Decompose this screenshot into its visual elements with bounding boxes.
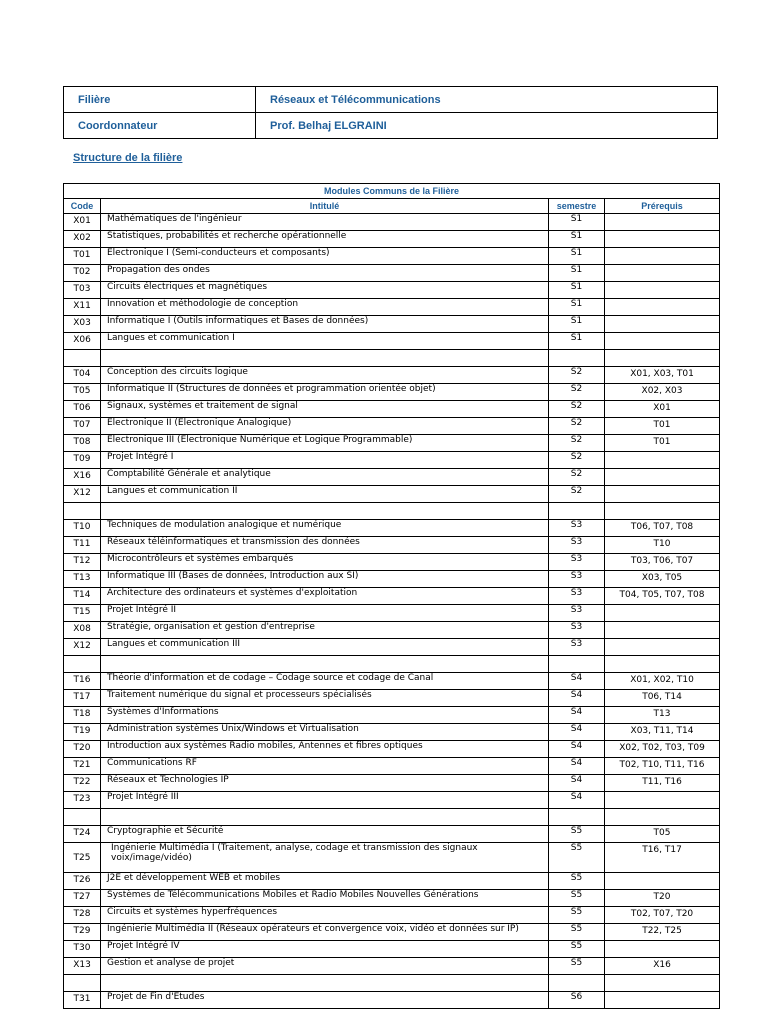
cell-code	[64, 656, 101, 673]
cell-code: X11	[64, 299, 101, 316]
cell-code: T20	[64, 741, 101, 758]
cell-prerequis: T04, T05, T07, T08	[605, 588, 720, 605]
cell-code: T04	[64, 367, 101, 384]
cell-semestre: S1	[549, 316, 605, 333]
cell-intitule	[101, 656, 549, 673]
cell-code: T18	[64, 707, 101, 724]
cell-code: T22	[64, 775, 101, 792]
cell-prerequis	[605, 350, 720, 367]
table-row	[64, 554, 720, 571]
table-row	[64, 924, 720, 941]
cell-code: T28	[64, 907, 101, 924]
cell-prerequis: X01, X03, T01	[605, 367, 720, 384]
cell-code: T05	[64, 384, 101, 401]
cell-semestre	[549, 656, 605, 673]
table-row	[64, 571, 720, 588]
table-row	[64, 316, 720, 333]
cell-semestre: S4	[549, 758, 605, 775]
cell-intitule	[101, 350, 549, 367]
table-row	[64, 890, 720, 907]
table-row	[64, 214, 720, 231]
table-title: Modules Communs de la Filière	[64, 184, 720, 199]
structure-filiere-link[interactable]: Structure de la filière	[73, 152, 183, 164]
cell-code: T27	[64, 890, 101, 907]
spacer-row	[64, 809, 720, 826]
coordonnateur-label: Coordonnateur	[64, 113, 256, 139]
cell-intitule: Projet Intégré III	[101, 792, 549, 809]
cell-intitule	[101, 975, 549, 992]
cell-semestre: S1	[549, 265, 605, 282]
cell-intitule: Ingénierie Multimédia I (Traitement, analyse, codage et transmission des signaux voix/image/vidéo)	[101, 843, 549, 873]
cell-semestre: S3	[549, 622, 605, 639]
cell-code: T30	[64, 941, 101, 958]
cell-code: T19	[64, 724, 101, 741]
table-row	[64, 452, 720, 469]
cell-intitule: Introduction aux systèmes Radio mobiles, Antennes et fibres optiques	[101, 741, 549, 758]
cell-semestre: S4	[549, 741, 605, 758]
table-row	[64, 265, 720, 282]
cell-code: T17	[64, 690, 101, 707]
table-row	[64, 520, 720, 537]
cell-intitule: Electronique III (Electronique Numérique et Logique Programmable)	[101, 435, 549, 452]
cell-semestre: S6	[549, 992, 605, 1009]
cell-intitule: Stratégie, organisation et gestion d'entreprise	[101, 622, 549, 639]
cell-intitule: Circuits électriques et magnétiques	[101, 282, 549, 299]
cell-code: X02	[64, 231, 101, 248]
table-row	[64, 907, 720, 924]
cell-code	[64, 975, 101, 992]
table-row	[64, 639, 720, 656]
cell-semestre: S2	[549, 469, 605, 486]
cell-intitule: Cryptographie et Sécurité	[101, 826, 549, 843]
column-header-code: Code	[64, 199, 101, 214]
filiere-label: Filière	[64, 87, 256, 113]
cell-code: T10	[64, 520, 101, 537]
cell-code: T31	[64, 992, 101, 1009]
table-row	[64, 605, 720, 622]
cell-semestre: S3	[549, 520, 605, 537]
cell-prerequis	[605, 992, 720, 1009]
cell-prerequis	[605, 248, 720, 265]
cell-prerequis: T01	[605, 435, 720, 452]
table-row	[64, 758, 720, 775]
cell-intitule: Réseaux et Technologies IP	[101, 775, 549, 792]
cell-semestre: S2	[549, 486, 605, 503]
cell-prerequis: T03, T06, T07	[605, 554, 720, 571]
cell-semestre: S4	[549, 792, 605, 809]
cell-semestre: S2	[549, 435, 605, 452]
table-row	[64, 418, 720, 435]
table-row	[64, 792, 720, 809]
cell-prerequis: X01, X02, T10	[605, 673, 720, 690]
cell-code: T13	[64, 571, 101, 588]
table-row	[64, 673, 720, 690]
cell-code: T29	[64, 924, 101, 941]
cell-prerequis: T16, T17	[605, 843, 720, 873]
table-row	[64, 707, 720, 724]
cell-prerequis: X03, T11, T14	[605, 724, 720, 741]
cell-intitule: Gestion et analyse de projet	[101, 958, 549, 975]
table-row	[64, 588, 720, 605]
cell-semestre: S2	[549, 384, 605, 401]
table-row	[64, 537, 720, 554]
cell-code: T09	[64, 452, 101, 469]
cell-intitule: Réseaux téléinformatiques et transmission des données	[101, 537, 549, 554]
cell-semestre: S5	[549, 907, 605, 924]
table-row	[64, 401, 720, 418]
cell-intitule: Comptabilité Générale et analytique	[101, 469, 549, 486]
table-row	[64, 741, 720, 758]
cell-prerequis	[605, 503, 720, 520]
cell-prerequis	[605, 316, 720, 333]
cell-semestre	[549, 350, 605, 367]
cell-semestre: S2	[549, 401, 605, 418]
cell-semestre: S1	[549, 214, 605, 231]
cell-prerequis	[605, 975, 720, 992]
cell-prerequis: T05	[605, 826, 720, 843]
cell-semestre	[549, 809, 605, 826]
cell-prerequis: T02, T10, T11, T16	[605, 758, 720, 775]
cell-prerequis: T22, T25	[605, 924, 720, 941]
cell-prerequis: X02, T02, T03, T09	[605, 741, 720, 758]
cell-prerequis	[605, 809, 720, 826]
cell-intitule: Projet Intégré IV	[101, 941, 549, 958]
cell-semestre: S1	[549, 333, 605, 350]
cell-intitule: Systèmes de Télécommunications Mobiles et Radio Mobiles Nouvelles Générations	[101, 890, 549, 907]
cell-intitule: Communications RF	[101, 758, 549, 775]
cell-prerequis	[605, 605, 720, 622]
cell-semestre: S2	[549, 418, 605, 435]
cell-semestre: S2	[549, 452, 605, 469]
cell-code: T08	[64, 435, 101, 452]
cell-intitule: Informatique I (Outils informatiques et Bases de données)	[101, 316, 549, 333]
cell-prerequis	[605, 622, 720, 639]
modules-table-body	[64, 184, 720, 1009]
cell-semestre: S5	[549, 924, 605, 941]
cell-semestre: S5	[549, 843, 605, 873]
cell-code: T01	[64, 248, 101, 265]
table-row	[64, 333, 720, 350]
table-row	[64, 248, 720, 265]
table-row	[64, 469, 720, 486]
cell-code: T15	[64, 605, 101, 622]
cell-code: T12	[64, 554, 101, 571]
cell-code: X13	[64, 958, 101, 975]
cell-prerequis	[605, 214, 720, 231]
filiere-row	[64, 87, 718, 113]
cell-semestre: S1	[549, 231, 605, 248]
cell-code: T23	[64, 792, 101, 809]
table-row	[64, 941, 720, 958]
cell-intitule: Langues et communication II	[101, 486, 549, 503]
spacer-row	[64, 503, 720, 520]
table-row	[64, 435, 720, 452]
spacer-row	[64, 350, 720, 367]
cell-intitule: J2E et développement WEB et mobiles	[101, 873, 549, 890]
filiere-info-table	[63, 86, 718, 139]
cell-intitule: Langues et communication III	[101, 639, 549, 656]
cell-semestre: S3	[549, 571, 605, 588]
table-row	[64, 367, 720, 384]
cell-code: T26	[64, 873, 101, 890]
table-row	[64, 622, 720, 639]
cell-intitule: Electronique II (Electronique Analogique)	[101, 418, 549, 435]
cell-code: X12	[64, 639, 101, 656]
cell-semestre: S3	[549, 537, 605, 554]
cell-intitule: Langues et communication I	[101, 333, 549, 350]
cell-intitule: Projet de Fin d'Etudes	[101, 992, 549, 1009]
cell-code	[64, 503, 101, 520]
cell-code: T14	[64, 588, 101, 605]
cell-intitule: Techniques de modulation analogique et numérique	[101, 520, 549, 537]
cell-code: T07	[64, 418, 101, 435]
cell-code: T25	[64, 843, 101, 873]
table-row	[64, 486, 720, 503]
cell-prerequis	[605, 452, 720, 469]
cell-semestre: S4	[549, 690, 605, 707]
table-row	[64, 843, 720, 873]
cell-semestre: S2	[549, 367, 605, 384]
cell-intitule: Traitement numérique du signal et processeurs spécialisés	[101, 690, 549, 707]
cell-semestre: S3	[549, 588, 605, 605]
cell-semestre: S1	[549, 282, 605, 299]
coordonnateur-value: Prof. Belhaj ELGRAINI	[256, 113, 718, 139]
column-header-prerequis: Prérequis	[605, 199, 720, 214]
modules-table	[63, 183, 720, 1009]
cell-intitule: Signaux, systèmes et traitement de signal	[101, 401, 549, 418]
cell-semestre: S5	[549, 826, 605, 843]
cell-intitule: Théorie d'information et de codage – Codage source et codage de Canal	[101, 673, 549, 690]
cell-prerequis	[605, 941, 720, 958]
cell-prerequis	[605, 265, 720, 282]
cell-prerequis	[605, 282, 720, 299]
cell-semestre: S5	[549, 958, 605, 975]
cell-prerequis	[605, 299, 720, 316]
cell-prerequis: X03, T05	[605, 571, 720, 588]
cell-prerequis	[605, 639, 720, 656]
cell-prerequis: T01	[605, 418, 720, 435]
cell-semestre: S4	[549, 707, 605, 724]
cell-intitule	[101, 503, 549, 520]
cell-semestre	[549, 975, 605, 992]
cell-prerequis: X16	[605, 958, 720, 975]
cell-code: T21	[64, 758, 101, 775]
cell-code: X06	[64, 333, 101, 350]
cell-code: T16	[64, 673, 101, 690]
table-row	[64, 282, 720, 299]
cell-prerequis: T13	[605, 707, 720, 724]
table-row	[64, 724, 720, 741]
cell-prerequis	[605, 333, 720, 350]
spacer-row	[64, 975, 720, 992]
filiere-value: Réseaux et Télécommunications	[256, 87, 718, 113]
cell-prerequis: T11, T16	[605, 775, 720, 792]
cell-prerequis: X02, X03	[605, 384, 720, 401]
cell-semestre: S5	[549, 873, 605, 890]
cell-prerequis: X01	[605, 401, 720, 418]
cell-prerequis	[605, 469, 720, 486]
cell-intitule: Circuits et systèmes hyperfréquences	[101, 907, 549, 924]
cell-intitule: Microcontrôleurs et systèmes embarqués	[101, 554, 549, 571]
column-header-intitule: Intitulé	[101, 199, 549, 214]
coordonnateur-row	[64, 113, 718, 139]
cell-intitule: Electronique I (Semi-conducteurs et composants)	[101, 248, 549, 265]
column-header-semestre: semestre	[549, 199, 605, 214]
table-row	[64, 231, 720, 248]
column-header-row	[64, 199, 720, 214]
cell-semestre: S1	[549, 248, 605, 265]
cell-intitule: Informatique III (Bases de données, Introduction aux SI)	[101, 571, 549, 588]
cell-code: X08	[64, 622, 101, 639]
cell-code: X03	[64, 316, 101, 333]
cell-prerequis	[605, 792, 720, 809]
spacer-row	[64, 656, 720, 673]
cell-semestre: S5	[549, 890, 605, 907]
cell-semestre: S4	[549, 673, 605, 690]
cell-semestre	[549, 503, 605, 520]
table-row	[64, 299, 720, 316]
cell-semestre: S3	[549, 605, 605, 622]
cell-prerequis	[605, 231, 720, 248]
cell-code	[64, 350, 101, 367]
cell-intitule: Ingénierie Multimédia II (Réseaux opérateurs et convergence voix, vidéo et données sur IP)	[101, 924, 549, 941]
cell-code	[64, 809, 101, 826]
cell-prerequis: T20	[605, 890, 720, 907]
cell-intitule: Statistiques, probabilités et recherche opérationnelle	[101, 231, 549, 248]
cell-code: T11	[64, 537, 101, 554]
cell-prerequis: T06, T14	[605, 690, 720, 707]
cell-semestre: S5	[549, 941, 605, 958]
table-row	[64, 873, 720, 890]
cell-prerequis: T06, T07, T08	[605, 520, 720, 537]
table-row	[64, 958, 720, 975]
cell-code: T24	[64, 826, 101, 843]
cell-intitule: Projet Intégré II	[101, 605, 549, 622]
cell-intitule: Administration systèmes Unix/Windows et Virtualisation	[101, 724, 549, 741]
cell-prerequis: T02, T07, T20	[605, 907, 720, 924]
table-row	[64, 690, 720, 707]
table-row	[64, 826, 720, 843]
cell-code: T03	[64, 282, 101, 299]
cell-intitule: Conception des circuits logique	[101, 367, 549, 384]
cell-intitule: Propagation des ondes	[101, 265, 549, 282]
cell-intitule: Informatique II (Structures de données et programmation orientée objet)	[101, 384, 549, 401]
cell-prerequis	[605, 486, 720, 503]
cell-intitule: Mathématiques de l'ingénieur	[101, 214, 549, 231]
cell-intitule: Systèmes d'Informations	[101, 707, 549, 724]
cell-intitule: Innovation et méthodologie de conception	[101, 299, 549, 316]
cell-prerequis	[605, 873, 720, 890]
cell-prerequis	[605, 656, 720, 673]
table-row	[64, 992, 720, 1009]
cell-intitule: Architecture des ordinateurs et systèmes d'exploitation	[101, 588, 549, 605]
cell-code: T02	[64, 265, 101, 282]
cell-code: T06	[64, 401, 101, 418]
cell-code: X01	[64, 214, 101, 231]
cell-code: X16	[64, 469, 101, 486]
cell-intitule	[101, 809, 549, 826]
cell-semestre: S3	[549, 554, 605, 571]
table-title-row	[64, 184, 720, 199]
cell-semestre: S3	[549, 639, 605, 656]
cell-code: X12	[64, 486, 101, 503]
table-row	[64, 384, 720, 401]
cell-semestre: S4	[549, 724, 605, 741]
table-row	[64, 775, 720, 792]
cell-semestre: S1	[549, 299, 605, 316]
cell-prerequis: T10	[605, 537, 720, 554]
cell-intitule: Projet Intégré I	[101, 452, 549, 469]
cell-semestre: S4	[549, 775, 605, 792]
